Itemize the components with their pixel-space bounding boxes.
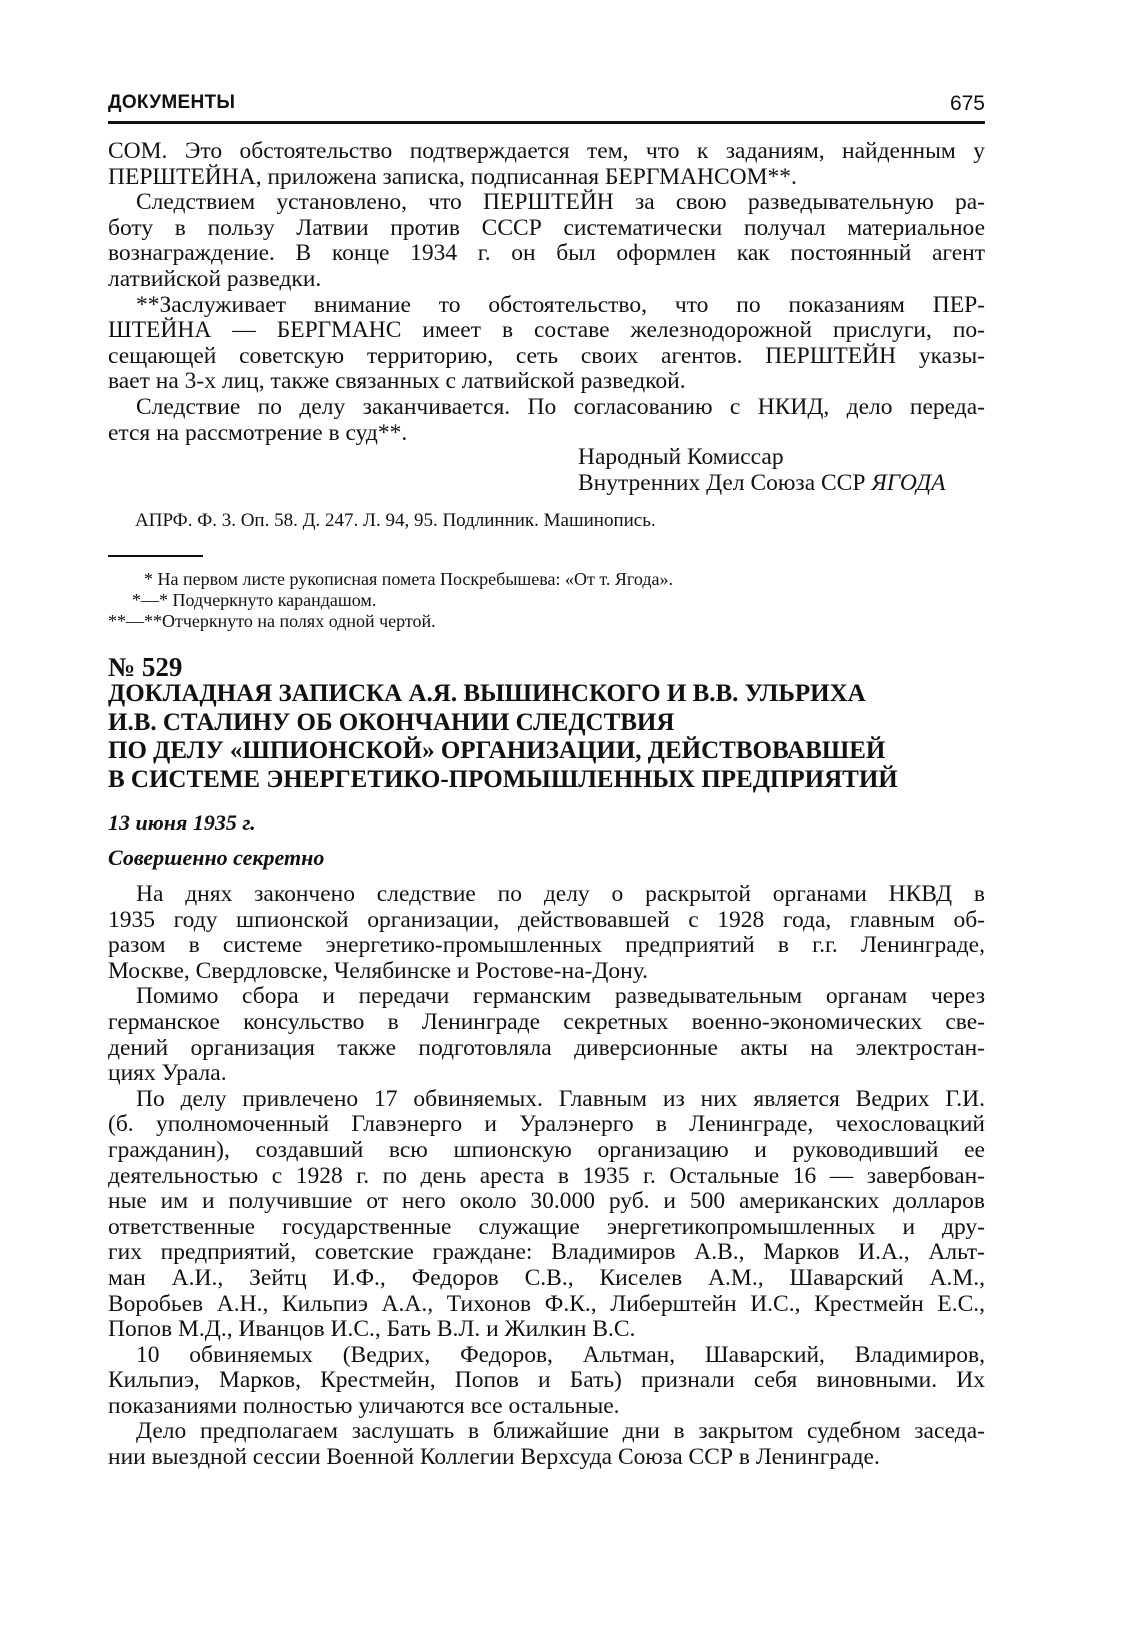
document-date: 13 июня 1935 г. (108, 810, 256, 835)
text-line: циях Урала. (108, 1060, 227, 1087)
title-line: ПО ДЕЛУ «ШПИОНСКОЙ» ОРГАНИЗАЦИИ, ДЕЙСТВОВАВШЕЙ (108, 737, 886, 765)
text-line: Воробьев А.Н., Кильпиэ А.А., Тихонов Ф.К., Либерштейн И.С., Крестмейн Е.С., (108, 1290, 985, 1317)
top-text (108, 139, 985, 446)
text-line: По делу привлечено 17 обвиняемых. Главным из них является Ведрих Г.И. (136, 1085, 985, 1112)
page-number: 675 (949, 92, 985, 115)
footnote: * На первом листе рукописная помета Поскребышева: «От т. Ягода». (144, 569, 673, 589)
text-line: гражданин), создавший всю шпионскую организацию и руководивший ее (108, 1136, 985, 1163)
text-line: 10 обвиняемых (Ведрих, Федоров, Альтман, Шаварский, Владимиров, (136, 1341, 985, 1368)
footnote: **—**Отчеркнуто на полях одной чертой. (108, 611, 436, 631)
text-line: дений организация также подготовляла диверсионные акты на электростан- (108, 1034, 985, 1061)
text-line: разом в системе энергетико-промышленных предприятий в г.г. Ленинграде, (108, 932, 985, 959)
text-line: Следствие по делу заканчивается. По согласованию с НКИД, дело переда- (136, 393, 985, 420)
archive-reference: АПРФ. Ф. 3. Оп. 58. Д. 247. Л. 94, 95. Подлинник. Машинопись. (135, 510, 656, 531)
text-line: деятельностью с 1928 г. по день ареста в 1935 г. Остальные 16 — завербован- (108, 1162, 985, 1189)
footnote-rule (108, 555, 203, 557)
text-line: ман А.И., Зейтц И.Ф., Федоров С.В., Киселев А.М., Шаварский А.М., (108, 1264, 985, 1291)
header-rule (108, 121, 985, 124)
text-line: сещающей советскую территорию, сеть своих агентов. ПЕРШТЕЙН указы- (108, 342, 985, 369)
text-line: латвийской разведки. (108, 265, 322, 292)
text-line: нии выездной сессии Военной Коллегии Верхсуда Союза ССР в Ленинграде. (108, 1444, 880, 1471)
text-line: Помимо сбора и передачи германским разведывательным органам через (136, 983, 985, 1010)
text-line: Дело предполагаем заслушать в ближайшие дни в закрытом судебном заседа- (136, 1418, 985, 1445)
title-line: И.В. СТАЛИНУ ОБ ОКОНЧАНИИ СЛЕДСТВИЯ (108, 708, 675, 736)
signature-name: ЯГОДА (871, 470, 946, 496)
text-line: Москве, Свердловске, Челябинске и Ростове-на-Дону. (108, 957, 648, 984)
text-line: вознаграждение. В конце 1934 г. он был оформлен как постоянный агент (108, 240, 985, 267)
text-line: гих предприятий, советские граждане: Владимиров А.В., Марков И.А., Альт- (108, 1239, 985, 1266)
text-line: Кильпиэ, Марков, Крестмейн, Попов и Бать) признали себя виновными. Их (108, 1367, 985, 1394)
text-line: ется на рассмотрение в суд**. (108, 419, 408, 446)
document-title (108, 680, 898, 794)
text-line: боту в пользу Латвии против СССР систематически получал материальное (108, 214, 985, 241)
body-text (108, 882, 985, 1471)
signature-title: Народный Комиссар (578, 444, 784, 470)
text-line: (б. уполномоченный Главэнерго и Уралэнерго в Ленинграде, чехословацкий (108, 1111, 985, 1138)
text-line: ПЕРШТЕЙНА, приложена записка, подписанная БЕРГМАНСОМ**. (108, 163, 797, 190)
text-line: вает на 3-х лиц, также связанных с латвийской разведкой. (108, 368, 686, 395)
title-line: В СИСТЕМЕ ЭНЕРГЕТИКО-ПРОМЫШЛЕННЫХ ПРЕДПРИЯТИЙ (108, 765, 898, 793)
text-line: На днях закончено следствие по делу о раскрытой органами НКВД в (136, 881, 985, 907)
text-line: ные им и получившие от него около 30.000 руб. и 500 американских долларов (108, 1188, 985, 1215)
text-line: **Заслуживает внимание то обстоятельство, что по показаниям ПЕР- (136, 291, 985, 318)
text-line: Попов М.Д., Иванцов И.С., Бать В.Л. и Жилкин В.С. (108, 1316, 636, 1343)
document-number: № 529 (108, 652, 183, 682)
text-line: ШТЕЙНА — БЕРГМАНС имеет в составе железнодорожной прислуги, по- (108, 317, 985, 344)
signature-office: Внутренних Дел Союза ССР (578, 470, 866, 496)
title-line: ДОКЛАДНАЯ ЗАПИСКА А.Я. ВЫШИНСКОГО И В.В. УЛЬРИХА (108, 680, 866, 707)
signature-line (578, 470, 946, 496)
footnotes (108, 569, 673, 632)
text-line: германское консульство в Ленинграде секретных военно-экономических све- (108, 1008, 985, 1035)
text-line: показаниями полностью уличаются все остальные. (108, 1392, 620, 1419)
footnote: *—* Подчеркнуто карандашом. (132, 590, 377, 610)
text-line: 1935 году шпионской организации, действовавшей с 1928 года, главным об- (108, 906, 985, 933)
text-line: СОМ. Это обстоятельство подтверждается тем, что к заданиям, найденным у (108, 138, 985, 164)
running-header: ДОКУМЕНТЫ (108, 92, 236, 113)
classification: Совершенно секретно (108, 845, 325, 870)
text-line: ответственные государственные служащие энергетикопромышленных и дру- (108, 1213, 985, 1240)
text-line: Следствием установлено, что ПЕРШТЕЙН за свою разведывательную ра- (136, 189, 985, 216)
